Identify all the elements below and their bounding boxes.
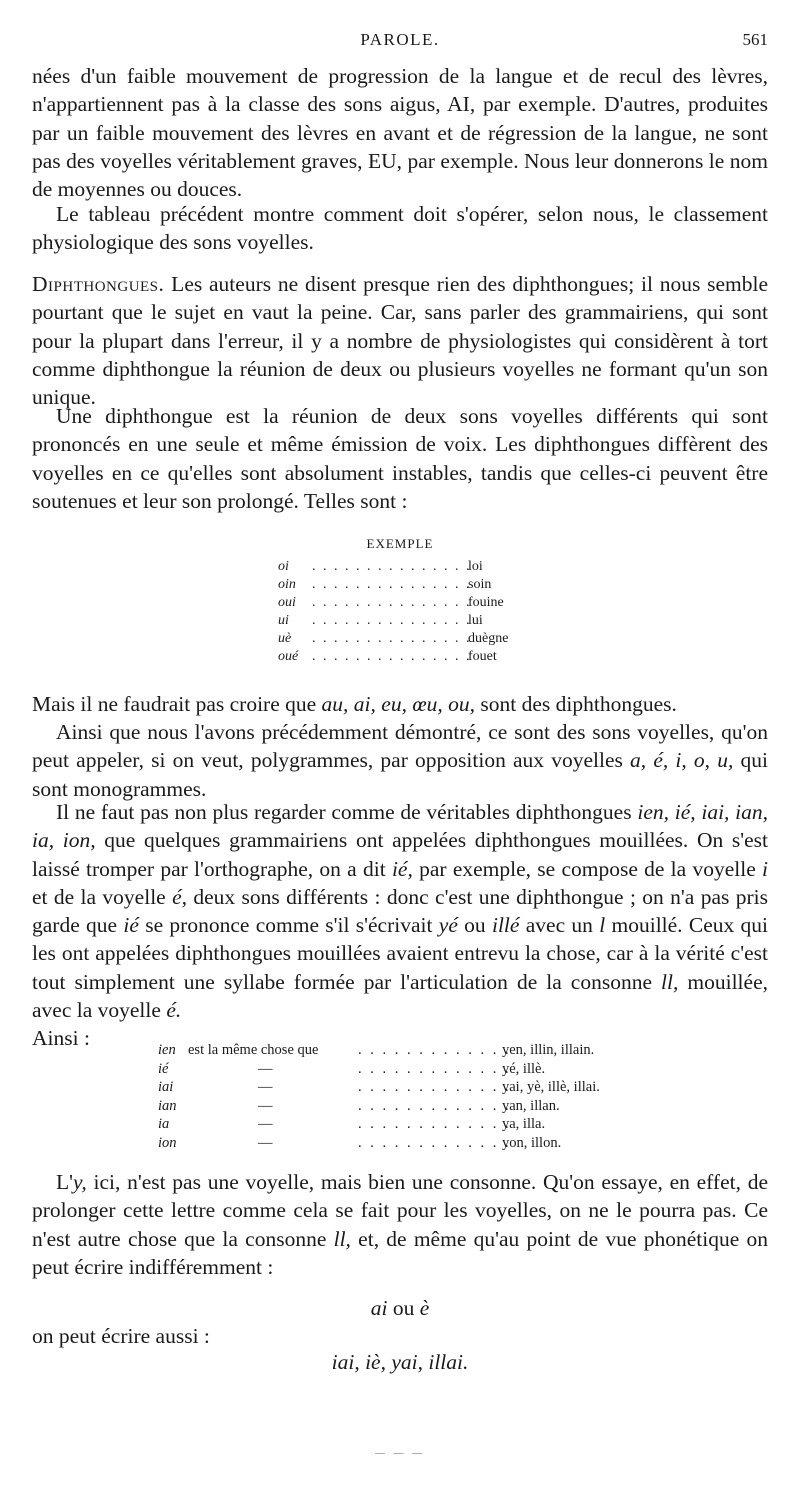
example-title: EXEMPLE <box>366 536 434 551</box>
text-run: que quelques grammairiens ont appelées diphthongues mouillées. On s'est laissé tromper par l'orthographe, on a dit <box>32 828 769 881</box>
italic-run: ai <box>370 1296 388 1320</box>
example-value: loi <box>468 559 483 574</box>
text-run: Il ne faut pas non plus regarder comme de véritables diphthongues <box>56 800 638 824</box>
text-run: deux sons différents : donc c'est une diphthongue ; on n'a pas pris garde que <box>32 884 768 938</box>
text-run: L' <box>56 1170 74 1194</box>
italic-run: y, <box>73 1170 87 1194</box>
text-run: mouillé. Ceux qui les ont appelées diphthongues mouillées avaient entrevu la chose, car à la vérité c'est tout simplement une syllabe formée par l'articulation de la consonne <box>32 913 769 994</box>
text-run: par exemple, se compose de la voyelle <box>412 856 762 881</box>
italic-run: illé <box>491 913 520 938</box>
example-row <box>278 630 538 648</box>
italic-run: yé <box>438 913 458 938</box>
italic-run: é, <box>172 884 188 909</box>
ditto-dash: — <box>258 1116 273 1132</box>
ainsi-key: ien <box>158 1042 176 1058</box>
ainsi-table <box>158 1041 678 1152</box>
ainsi-row <box>158 1041 678 1060</box>
ainsi-key: iai <box>158 1079 174 1095</box>
example-row <box>278 594 538 612</box>
paragraph-7 <box>32 798 768 1053</box>
example-value: soin <box>468 577 492 592</box>
leader-dots: . . . . . . . . . . . . . . . <box>312 577 472 592</box>
paragraph-5 <box>32 690 768 718</box>
leader-dots: . . . . . . . . . . . . . <box>358 1097 512 1114</box>
example-key: oin <box>278 577 296 592</box>
ainsi-row <box>158 1078 678 1097</box>
example-key: uè <box>278 631 292 646</box>
text-run: Ainsi : <box>32 1026 90 1051</box>
leader-dots: . . . . . . . . . . . . . <box>358 1116 512 1132</box>
example-row <box>278 648 538 666</box>
text-run: ou <box>387 1296 420 1320</box>
paragraph-1: nées d'un faible mouvement de progression de la langue et de recul des lèvres, n'appartiennent pas à la classe des sons aigus, AI, par exemple. D'autres, produites par un faible mouvement des lèvres en avant et de régression de la langue, ne sont pas des voyelles véritablement graves, EU, par exemple. Nous leur donnerons le nom de moyennes ou douces. <box>32 64 768 202</box>
ditto-dash: — <box>258 1134 273 1151</box>
example-value: duègne <box>468 631 509 646</box>
example-row <box>278 576 538 594</box>
example-key: ui <box>278 613 289 628</box>
paragraph-4: Une diphthongue est la réunion de deux sons voyelles différents qui sont prononcés en une seule et même émission de voix. Les diphthongues diffèrent des voyelles en ce qu'elles sont absolument instables, tandis que celles-ci peuvent être soutenues et leur son prolongé. Telles sont : <box>32 404 768 513</box>
leader-dots: . . . . . . . . . . . . . <box>358 1042 512 1058</box>
example-key: oué <box>278 649 299 664</box>
italic-run: a, é, i, o, u, <box>630 748 734 773</box>
ainsi-row <box>158 1134 678 1153</box>
text-run: se prononce comme s'il s'écrivait <box>138 913 439 938</box>
text-run: et de la voyelle <box>32 884 173 909</box>
italic-run: ll, <box>333 1226 351 1251</box>
italic-run: é. <box>166 998 182 1023</box>
ditto-dash: — <box>258 1079 273 1095</box>
italic-run: ié <box>123 913 139 938</box>
leader-dots: . . . . . . . . . . . . . <box>358 1134 512 1151</box>
formula-iai: iai, iè, yai, illai. <box>331 1350 469 1374</box>
italic-run: i <box>762 856 768 881</box>
example-key: oi <box>278 559 289 574</box>
leader-dots: . . . . . . . . . . . . . . . <box>312 649 472 664</box>
ainsi-phrase: est la même chose que <box>188 1042 319 1058</box>
italic-run: ll, <box>661 969 679 994</box>
example-value: fouine <box>468 595 504 610</box>
leader-dots: . . . . . . . . . . . . . . . <box>312 613 472 628</box>
paragraph-3-text: Les auteurs ne disent presque rien des diphthongues; il nous semble pourtant que le sujet en vaut la peine. Car, sans parler des grammairiens, qui sont pour la plupart dans l'erreur, il y a nombre de physiologistes qui considèrent à tort comme diphthongue la réunion de deux ou plusieurs voyelles ne formant qu'un son unique. <box>32 272 768 410</box>
ainsi-row <box>158 1097 678 1116</box>
line-aussi: on peut écrire aussi : <box>32 1324 210 1348</box>
ainsi-value: yai, yè, illè, illai. <box>502 1079 600 1095</box>
page-number: 561 <box>742 30 768 49</box>
italic-run: l <box>599 913 606 938</box>
example-value: lui <box>468 613 483 628</box>
paragraph-8 <box>32 1168 768 1281</box>
leader-dots: . . . . . . . . . . . . . . . <box>312 631 472 646</box>
text-run: ici, n'est pas une voyelle, mais bien une consonne. Qu'on essaye, en effet, de prolonger cette lettre comme cela se fait pour les voyelles, on ne le pourra pas. Ce n'est autre chose que la consonne <box>32 1170 768 1251</box>
italic-run: ien, ié, iai, ian, ia, ion, <box>32 800 769 853</box>
example-table <box>278 558 538 666</box>
leader-dots: . . . . . . . . . . . . . . . <box>312 595 472 610</box>
ainsi-key: ia <box>158 1116 170 1132</box>
ainsi-row <box>158 1115 678 1134</box>
ainsi-value: ya, illa. <box>502 1116 546 1132</box>
ainsi-key: ié <box>158 1060 169 1077</box>
text-run: qui sont monogrammes. <box>32 748 768 801</box>
paragraph-6 <box>32 718 768 803</box>
paragraph-2: Le tableau précédent montre comment doit s'opérer, selon nous, le classement physiologique des sons voyelles. <box>32 202 768 255</box>
footer-rule: — — — <box>375 1448 425 1459</box>
ditto-dash: — <box>258 1097 273 1114</box>
example-row <box>278 558 538 576</box>
leader-dots: . . . . . . . . . . . . . <box>358 1060 512 1077</box>
italic-run: au, ai, eu, œu, ou, <box>321 692 476 716</box>
page-header <box>32 30 768 56</box>
example-key: oui <box>278 595 296 610</box>
example-value: fouet <box>468 649 497 664</box>
text-run: avec un <box>519 913 600 938</box>
leader-dots: . . . . . . . . . . . . . <box>358 1079 512 1095</box>
ditto-dash: — <box>258 1060 273 1077</box>
ainsi-value: yen, illin, illain. <box>502 1042 595 1058</box>
text-run: sont des diphthongues. <box>475 692 677 716</box>
text-run: ou <box>457 913 492 938</box>
ainsi-row <box>158 1060 678 1079</box>
text-run: Mais il ne faudrait pas croire que <box>32 692 322 716</box>
ainsi-value: yon, illon. <box>502 1134 562 1151</box>
paragraph-diphthongues <box>32 270 768 411</box>
leader-dots: . . . . . . . . . . . . . . . <box>312 559 472 574</box>
italic-run: è <box>419 1296 430 1320</box>
example-row <box>278 612 538 630</box>
section-heading: Diphthongues. <box>32 272 165 296</box>
ainsi-value: yan, illan. <box>502 1097 560 1114</box>
formula-ai-ou-e <box>32 1296 768 1321</box>
ainsi-key: ian <box>158 1097 177 1114</box>
text-run: et, de même qu'au point de vue phonétique on peut écrire indifféremment : <box>32 1226 768 1279</box>
text-run: mouillée, avec la voyelle <box>32 969 768 1023</box>
ainsi-key: ion <box>158 1134 177 1151</box>
ainsi-value: yé, illè. <box>502 1060 546 1077</box>
text-run: Ainsi que nous l'avons précédemment démontré, ce sont des sons voyelles, qu'on peut appeler, si on veut, polygrammes, par opposition aux voyelles <box>32 720 768 773</box>
running-title: PAROLE. <box>360 30 440 49</box>
italic-run: ié, <box>391 856 413 881</box>
